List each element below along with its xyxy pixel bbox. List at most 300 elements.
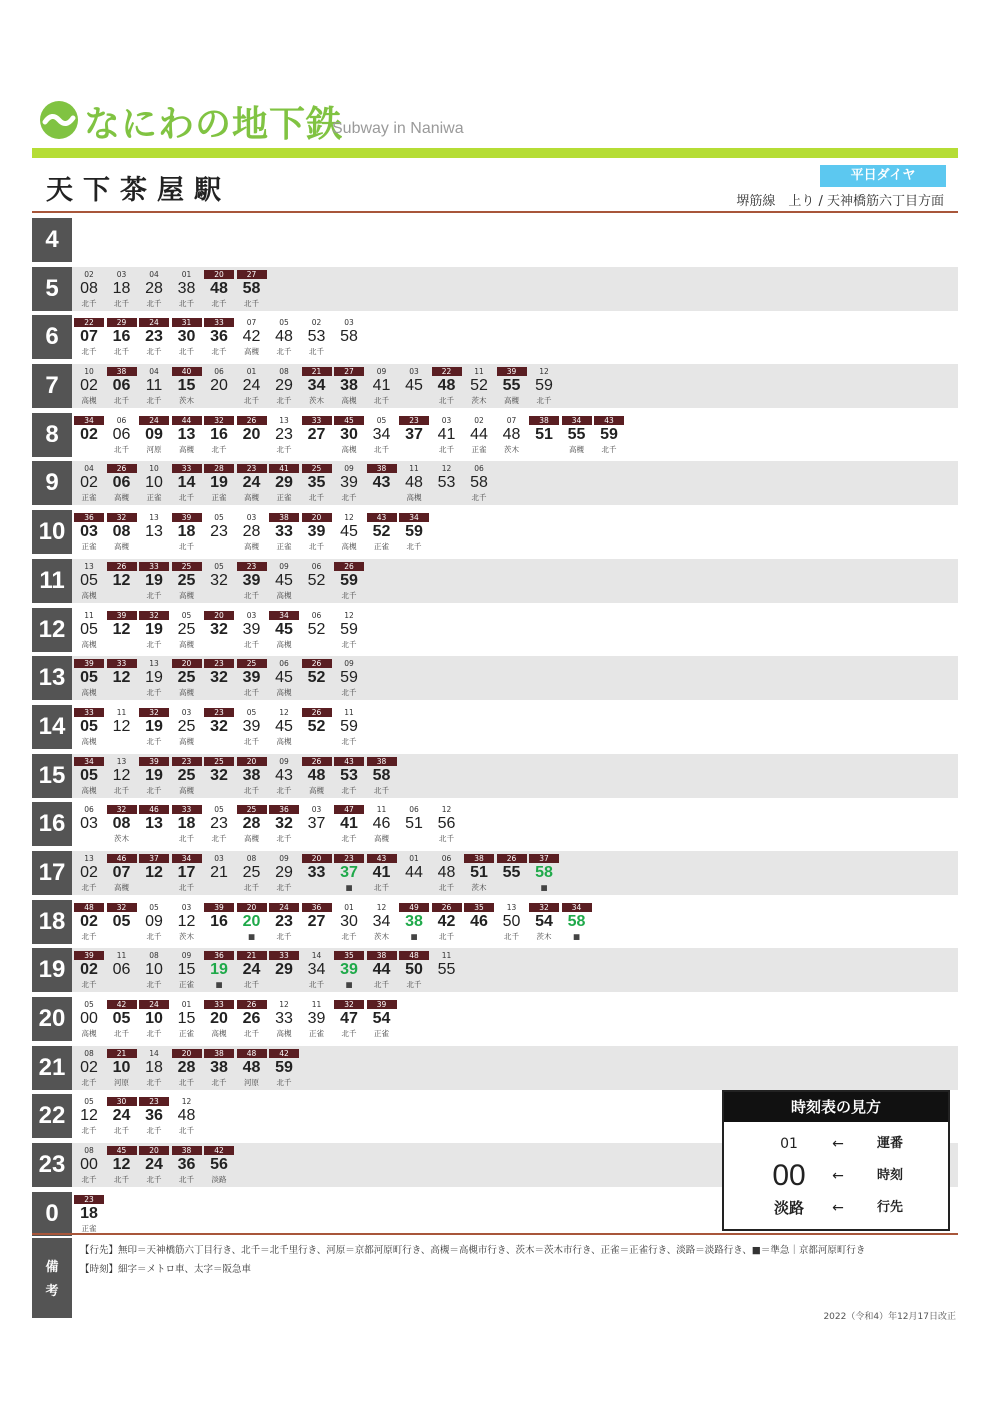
departure-minute: 20 bbox=[242, 912, 261, 930]
departure bbox=[269, 656, 299, 700]
departure-minute: 38 bbox=[177, 279, 196, 297]
departure bbox=[399, 461, 429, 505]
run-number: 32 bbox=[204, 416, 234, 425]
run-number: 12 bbox=[181, 1097, 192, 1107]
departure-minute: 23 bbox=[275, 425, 293, 443]
hour-row bbox=[32, 559, 958, 603]
departure-minute: 13 bbox=[145, 523, 163, 541]
hour-label: 4 bbox=[32, 218, 72, 262]
departure bbox=[237, 267, 267, 311]
departure bbox=[74, 315, 104, 359]
destination: 北千 bbox=[244, 736, 259, 746]
departure bbox=[172, 656, 202, 700]
hour-row bbox=[32, 656, 958, 700]
run-number: 23 bbox=[237, 464, 267, 473]
departure-minute: 08 bbox=[112, 815, 131, 833]
run-number: 08 bbox=[246, 853, 257, 863]
destination: 北千 bbox=[276, 785, 292, 795]
departure bbox=[334, 948, 364, 992]
departure bbox=[107, 754, 137, 798]
destination: 正雀 bbox=[179, 1029, 194, 1038]
run-number: 39 bbox=[74, 659, 104, 668]
departure bbox=[302, 559, 332, 603]
run-number: 01 bbox=[246, 367, 257, 377]
departure bbox=[107, 851, 137, 895]
legend-time-example: 00 bbox=[772, 1159, 806, 1192]
departure-minute: 51 bbox=[470, 863, 488, 881]
departure-minute: 24 bbox=[242, 474, 261, 492]
departure-minute: 19 bbox=[145, 766, 163, 784]
run-number: 26 bbox=[302, 757, 332, 766]
departure-minute: 58 bbox=[535, 863, 553, 881]
run-number: 33 bbox=[204, 318, 234, 327]
run-number: 34 bbox=[172, 854, 202, 863]
destination: 北千 bbox=[276, 834, 292, 844]
run-number: 42 bbox=[204, 1146, 234, 1155]
departure bbox=[334, 315, 364, 359]
departure bbox=[237, 705, 267, 749]
hour-row bbox=[32, 851, 958, 895]
departure-minute: 24 bbox=[112, 1107, 131, 1125]
run-number: 49 bbox=[399, 903, 429, 912]
departure bbox=[74, 802, 104, 846]
legend-time-label: 時刻 bbox=[876, 1168, 903, 1183]
run-number: 02 bbox=[474, 415, 484, 425]
departure-minute: 48 bbox=[210, 279, 228, 297]
departure bbox=[107, 413, 137, 457]
destination: 北千 bbox=[179, 347, 194, 357]
run-number: 05 bbox=[149, 902, 159, 912]
destination: 高槻 bbox=[81, 639, 97, 649]
departure-minute: 19 bbox=[145, 669, 163, 687]
destination: 北千 bbox=[146, 1077, 162, 1087]
destination: 北千 bbox=[114, 298, 129, 308]
departure bbox=[172, 1143, 202, 1187]
destination: 北千 bbox=[374, 882, 389, 892]
run-number: 24 bbox=[139, 1000, 169, 1009]
run-number: 38 bbox=[107, 367, 137, 376]
run-number: 34 bbox=[562, 903, 592, 912]
departure bbox=[172, 559, 202, 603]
departure-minute: 33 bbox=[307, 863, 326, 881]
departure bbox=[367, 900, 397, 944]
destination: 北千 bbox=[179, 834, 194, 844]
hour-label: 7 bbox=[32, 364, 72, 408]
departure-minute: 09 bbox=[145, 912, 163, 930]
departure-minute: 02 bbox=[80, 1058, 98, 1076]
departure-minute: 41 bbox=[372, 377, 391, 395]
run-number: 11 bbox=[84, 610, 94, 620]
run-number: 13 bbox=[149, 513, 159, 523]
destination: 北千 bbox=[146, 736, 162, 746]
run-number: 33 bbox=[204, 1000, 234, 1009]
departure bbox=[107, 267, 137, 311]
run-number: 23 bbox=[74, 1195, 104, 1204]
run-number: 41 bbox=[269, 464, 299, 473]
run-number: 11 bbox=[311, 1000, 322, 1009]
departure bbox=[302, 608, 332, 652]
destination: 北千 bbox=[341, 590, 357, 600]
departure-minute: 39 bbox=[242, 669, 261, 687]
hour-label: 6 bbox=[32, 315, 72, 359]
departure-minute: 19 bbox=[145, 620, 163, 638]
legend-row-run bbox=[724, 1134, 948, 1154]
run-number: 26 bbox=[497, 854, 527, 863]
departure-minute: 38 bbox=[242, 766, 261, 784]
destination: 高槻 bbox=[244, 834, 259, 844]
departure bbox=[497, 413, 527, 457]
departure bbox=[139, 510, 169, 554]
departure-minute: 41 bbox=[340, 815, 358, 833]
run-number: 43 bbox=[594, 416, 624, 425]
departure bbox=[334, 851, 364, 895]
destination: 正雀 bbox=[471, 444, 487, 454]
departure bbox=[529, 364, 559, 408]
run-number: 33 bbox=[172, 464, 202, 473]
run-number: 05 bbox=[214, 513, 224, 523]
departure-minute: 12 bbox=[112, 571, 131, 589]
destination: 高槻 bbox=[179, 444, 194, 454]
departure bbox=[107, 705, 137, 749]
destination: 北千 bbox=[439, 834, 454, 844]
destination: 茨木 bbox=[179, 396, 194, 406]
departure-minute: 12 bbox=[112, 669, 131, 687]
run-number: 32 bbox=[107, 805, 137, 814]
departure-minute: 39 bbox=[340, 474, 358, 492]
departure bbox=[302, 705, 332, 749]
run-number: 21 bbox=[237, 951, 267, 960]
destination: 北千 bbox=[244, 298, 259, 308]
departure-minute: 00 bbox=[80, 1010, 98, 1027]
departure bbox=[74, 364, 104, 408]
run-number: 14 bbox=[149, 1048, 159, 1058]
departure bbox=[204, 413, 234, 457]
run-number: 06 bbox=[474, 464, 484, 474]
run-number: 43 bbox=[367, 854, 397, 863]
departure-minute: 25 bbox=[242, 863, 261, 881]
departure bbox=[237, 754, 267, 798]
hour-row bbox=[32, 413, 958, 457]
destination: 北千 bbox=[276, 444, 292, 454]
departure-minute: 58 bbox=[340, 328, 358, 346]
departure bbox=[302, 364, 332, 408]
destination: 北千 bbox=[276, 931, 292, 941]
departure bbox=[334, 802, 364, 846]
departure-minute: 36 bbox=[177, 1156, 196, 1174]
departure bbox=[139, 1143, 169, 1187]
destination: 北千 bbox=[211, 1077, 227, 1087]
hour-label: 12 bbox=[32, 608, 72, 652]
run-number: 09 bbox=[279, 561, 289, 571]
departure-minute: 50 bbox=[502, 912, 521, 930]
departure bbox=[464, 851, 494, 895]
departure bbox=[432, 364, 462, 408]
run-number: 01 bbox=[409, 853, 419, 863]
departure-minute: 33 bbox=[275, 523, 293, 541]
destination: 北千 bbox=[146, 298, 162, 308]
run-number: 23 bbox=[204, 659, 234, 668]
departure-minute: 17 bbox=[177, 863, 196, 881]
destination: 北千 bbox=[146, 639, 162, 649]
departure-minute: 55 bbox=[502, 863, 521, 881]
run-number: 26 bbox=[432, 903, 462, 912]
departure bbox=[172, 1094, 202, 1138]
run-number: 32 bbox=[107, 513, 137, 522]
run-number: 12 bbox=[441, 805, 452, 815]
departure-minute: 19 bbox=[210, 474, 228, 492]
run-number: 30 bbox=[107, 1097, 137, 1106]
destination: 茨木 bbox=[179, 931, 194, 941]
destination: 北千 bbox=[179, 882, 194, 892]
hour-label: 8 bbox=[32, 413, 72, 457]
notes-times: 【時刻】細字＝メトロ車、太字＝阪急車 bbox=[80, 1264, 252, 1275]
departure bbox=[237, 608, 267, 652]
destination: 北千 bbox=[536, 396, 552, 406]
departure bbox=[269, 413, 299, 457]
departure-minute: 59 bbox=[275, 1058, 293, 1076]
destination: 高槻 bbox=[244, 347, 259, 357]
run-number: 06 bbox=[311, 561, 322, 571]
run-number: 39 bbox=[74, 951, 104, 960]
run-number: 13 bbox=[149, 659, 159, 669]
departure bbox=[107, 315, 137, 359]
destination: 北千 bbox=[601, 444, 617, 454]
departure-minute: 12 bbox=[112, 620, 131, 638]
departure-minute: 45 bbox=[275, 669, 293, 687]
destination: 北千 bbox=[114, 1029, 129, 1038]
run-number: 29 bbox=[107, 318, 137, 327]
legend-run-label: 運番 bbox=[876, 1136, 903, 1151]
destination: 高槻 bbox=[504, 396, 519, 406]
run-number: 03 bbox=[181, 902, 192, 912]
destination: 北千 bbox=[244, 639, 259, 649]
hour-row bbox=[32, 802, 958, 846]
departure bbox=[74, 997, 104, 1041]
hour-label: 16 bbox=[32, 802, 72, 846]
run-number: 38 bbox=[367, 464, 397, 473]
run-number: 35 bbox=[464, 903, 494, 912]
departure bbox=[237, 997, 267, 1041]
departure bbox=[74, 267, 104, 311]
destination: 茨木 bbox=[471, 396, 487, 406]
departure-minute: 52 bbox=[307, 717, 326, 735]
departure bbox=[269, 315, 299, 359]
destination: 北千 bbox=[179, 1175, 194, 1185]
destination: 北千 bbox=[81, 882, 97, 892]
hour-label: 14 bbox=[32, 705, 72, 749]
departure bbox=[269, 948, 299, 992]
departure-minute: 24 bbox=[242, 961, 261, 979]
run-number: 09 bbox=[344, 659, 354, 669]
run-number: 44 bbox=[172, 416, 202, 425]
departure bbox=[269, 754, 299, 798]
destination: 北千 bbox=[114, 347, 129, 357]
departure bbox=[172, 948, 202, 992]
departure bbox=[204, 802, 234, 846]
run-number: 06 bbox=[279, 659, 289, 669]
departure bbox=[204, 948, 234, 992]
destination: 高槻 bbox=[276, 688, 292, 698]
destination: 河原 bbox=[244, 1077, 259, 1087]
departure-minute: 52 bbox=[307, 620, 326, 638]
destination: 高槻 bbox=[81, 688, 97, 698]
run-number: 39 bbox=[139, 757, 169, 766]
departure bbox=[237, 900, 267, 944]
run-number: 33 bbox=[302, 416, 332, 425]
departure-minute: 28 bbox=[242, 523, 261, 541]
departure-minute: 25 bbox=[177, 669, 196, 687]
destination: 北千 bbox=[146, 1029, 162, 1038]
departure bbox=[497, 364, 527, 408]
run-number: 01 bbox=[181, 1000, 192, 1009]
departure-minute: 39 bbox=[242, 717, 261, 735]
run-number: 12 bbox=[376, 902, 387, 912]
run-number: 21 bbox=[107, 1049, 137, 1058]
run-number: 04 bbox=[149, 269, 159, 279]
departure bbox=[172, 267, 202, 311]
run-number: 36 bbox=[74, 513, 104, 522]
destination: 高槻 bbox=[81, 396, 97, 406]
departure bbox=[139, 900, 169, 944]
departure-minute: 14 bbox=[177, 474, 196, 492]
departure bbox=[204, 656, 234, 700]
departure bbox=[107, 802, 137, 846]
departure-minute: 36 bbox=[210, 328, 228, 346]
departure bbox=[334, 705, 364, 749]
departure bbox=[529, 413, 559, 457]
destination: 北千 bbox=[244, 688, 259, 698]
departure bbox=[464, 461, 494, 505]
departure bbox=[399, 948, 429, 992]
departure-minute: 53 bbox=[437, 474, 456, 492]
destination: 北千 bbox=[179, 493, 194, 503]
run-number: 38 bbox=[172, 1146, 202, 1155]
departure bbox=[204, 851, 234, 895]
destination: 高槻 bbox=[276, 736, 292, 746]
departure bbox=[562, 413, 592, 457]
run-number: 09 bbox=[181, 951, 192, 961]
departure bbox=[139, 267, 169, 311]
destination: 正雀 bbox=[81, 542, 97, 552]
run-number: 33 bbox=[172, 805, 202, 814]
departure-minute: 37 bbox=[340, 863, 358, 881]
departure-minute: 00 bbox=[80, 1156, 98, 1174]
destination: 高槻 bbox=[114, 882, 129, 892]
departure-minute: 48 bbox=[437, 377, 456, 395]
departure bbox=[139, 461, 169, 505]
run-number: 20 bbox=[237, 903, 267, 912]
run-number: 26 bbox=[237, 416, 267, 425]
departure bbox=[302, 510, 332, 554]
hour-label: 5 bbox=[32, 267, 72, 311]
destination: 高槻 bbox=[276, 1029, 292, 1038]
notes-divider bbox=[32, 1233, 958, 1235]
legend-title: 時刻表の見方 bbox=[724, 1092, 948, 1122]
destination: 正雀 bbox=[81, 493, 97, 503]
departure bbox=[334, 413, 364, 457]
notes-destinations: 【行先】無印＝天神橋筋六丁目行き、北千＝北千里行き、河原＝京都河原町行き、高槻＝高槻市行き、茨木＝茨木市行き、正雀＝正雀行き、淡路＝淡路行き、■＝準急｜京都河原町行き bbox=[80, 1245, 866, 1256]
run-number: 05 bbox=[214, 805, 224, 815]
hour-label: 17 bbox=[32, 851, 72, 895]
run-number: 45 bbox=[334, 416, 364, 425]
run-number: 32 bbox=[139, 611, 169, 620]
run-number: 32 bbox=[529, 903, 559, 912]
destination: 高槻 bbox=[569, 444, 584, 454]
run-number: 23 bbox=[139, 1097, 169, 1106]
run-number: 26 bbox=[334, 562, 364, 571]
notes-label bbox=[32, 1238, 72, 1318]
departure-minute: 39 bbox=[242, 571, 261, 589]
departure-minute: 59 bbox=[535, 377, 553, 395]
departure bbox=[107, 559, 137, 603]
destination: ■ bbox=[410, 931, 418, 941]
run-number: 07 bbox=[506, 415, 517, 425]
destination: 正雀 bbox=[179, 980, 194, 990]
run-number: 34 bbox=[74, 757, 104, 766]
destination: 北千 bbox=[374, 785, 389, 795]
destination: 茨木 bbox=[309, 396, 324, 406]
run-number: 25 bbox=[237, 659, 267, 668]
departure-minute: 08 bbox=[80, 279, 98, 297]
run-number: 37 bbox=[139, 854, 169, 863]
departure-minute: 53 bbox=[340, 766, 358, 784]
departure-minute: 41 bbox=[437, 425, 456, 443]
run-number: 05 bbox=[181, 610, 192, 620]
departure-minute: 10 bbox=[145, 474, 163, 492]
departure-minute: 58 bbox=[242, 279, 261, 297]
run-number: 21 bbox=[302, 367, 332, 376]
run-number: 25 bbox=[204, 757, 234, 766]
departure bbox=[172, 705, 202, 749]
departure-minute: 51 bbox=[405, 815, 423, 833]
departure-minute: 16 bbox=[112, 328, 131, 346]
run-number: 07 bbox=[246, 318, 257, 328]
departure-minute: 20 bbox=[242, 425, 261, 443]
departure bbox=[334, 997, 364, 1041]
departure-minute: 48 bbox=[242, 1058, 261, 1076]
run-number: 26 bbox=[302, 708, 332, 717]
destination: 北千 bbox=[146, 980, 162, 990]
departure-minute: 48 bbox=[307, 766, 326, 784]
destination: 北千 bbox=[471, 493, 487, 503]
departure-minute: 02 bbox=[80, 377, 98, 395]
destination: 北千 bbox=[439, 882, 454, 892]
run-number: 24 bbox=[139, 416, 169, 425]
run-number: 39 bbox=[172, 513, 202, 522]
destination: 高槻 bbox=[179, 736, 194, 746]
hour-label: 0 bbox=[32, 1192, 72, 1236]
brand-name-en: Subway in Naniwa bbox=[332, 120, 464, 137]
departure bbox=[334, 559, 364, 603]
departure bbox=[74, 705, 104, 749]
departure bbox=[432, 900, 462, 944]
departure-minute: 34 bbox=[307, 377, 326, 395]
run-number: 42 bbox=[107, 1000, 137, 1009]
departure bbox=[204, 997, 234, 1041]
run-number: 22 bbox=[74, 318, 104, 327]
run-number: 13 bbox=[506, 902, 517, 912]
run-number: 03 bbox=[246, 513, 257, 523]
departure bbox=[399, 413, 429, 457]
departure-minute: 05 bbox=[112, 912, 131, 930]
destination: 茨木 bbox=[536, 931, 552, 941]
run-number: 39 bbox=[497, 367, 527, 376]
departure bbox=[107, 1143, 137, 1187]
departure-minute: 32 bbox=[210, 620, 228, 638]
departure-minute: 45 bbox=[275, 717, 293, 735]
destination: 北千 bbox=[114, 785, 129, 795]
departure-minute: 30 bbox=[340, 425, 358, 443]
